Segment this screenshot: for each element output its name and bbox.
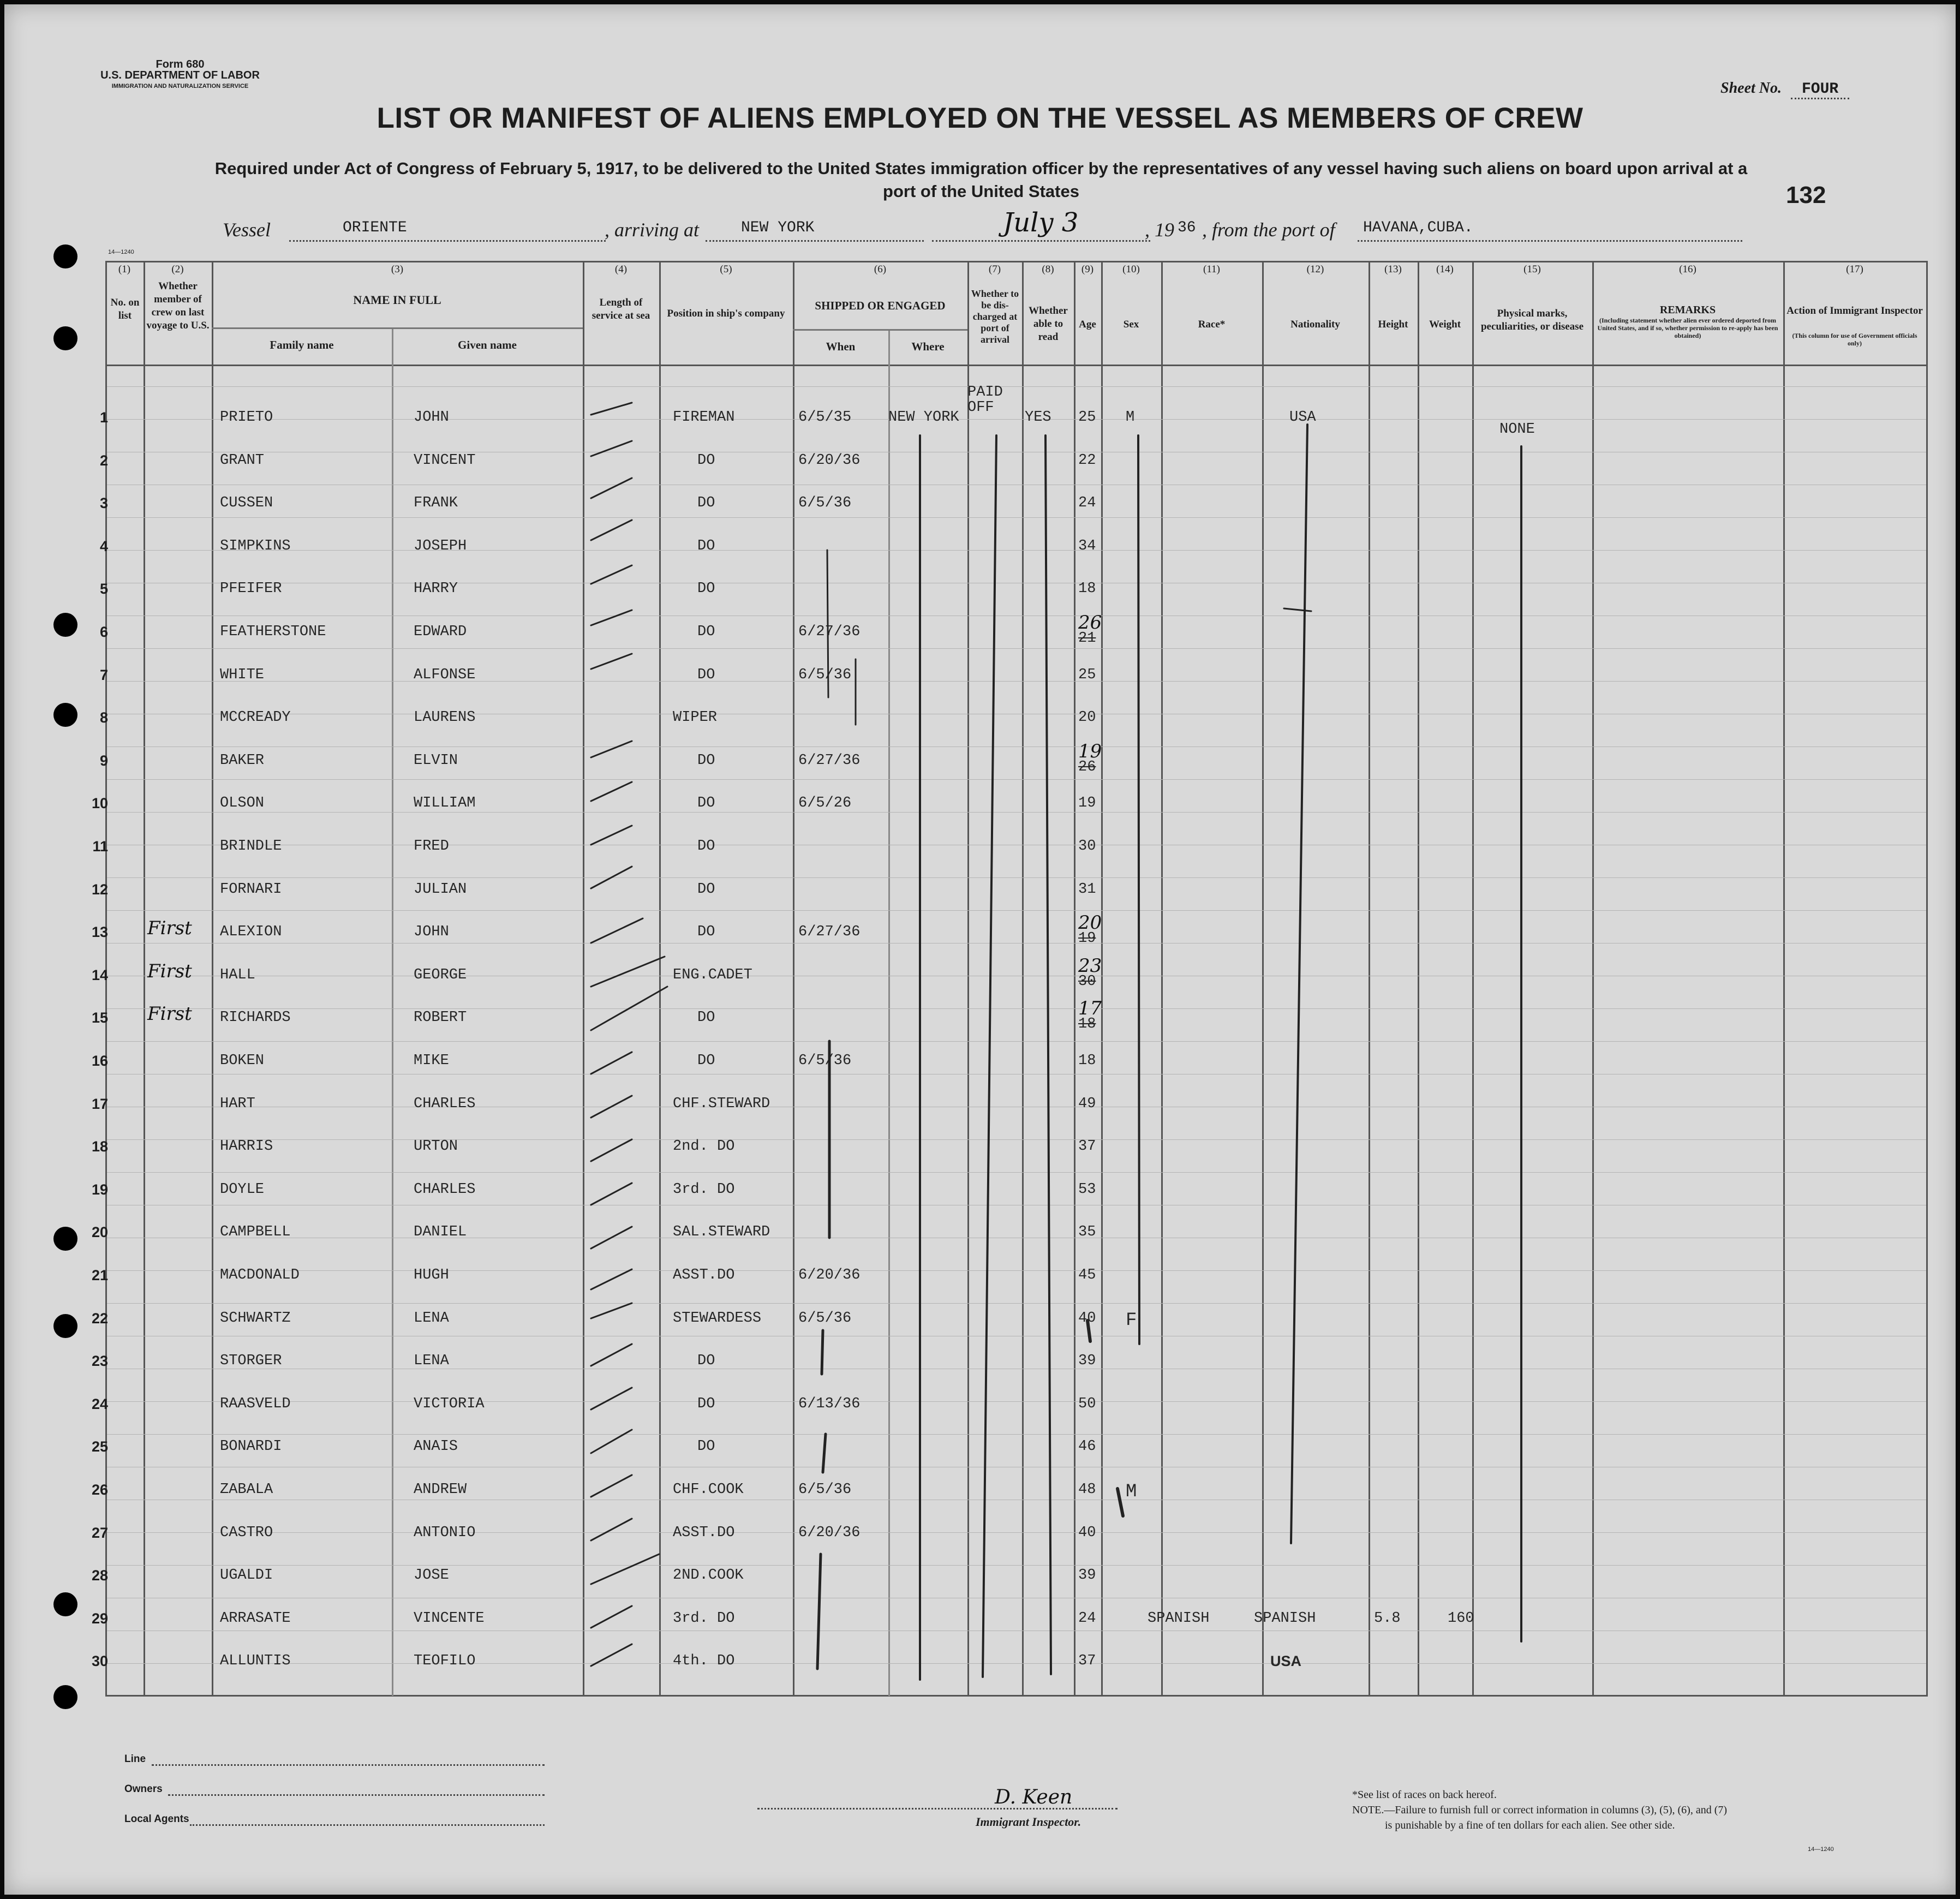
cell-given: DANIEL bbox=[414, 1224, 467, 1241]
cell-age-struck: 19 bbox=[1078, 930, 1096, 947]
cell-given: LAURENS bbox=[414, 709, 476, 726]
department: U.S. DEPARTMENT OF LABOR bbox=[100, 69, 260, 81]
cell-when: 6/5/36 bbox=[798, 1310, 852, 1327]
cell-given: JOHN bbox=[414, 924, 449, 941]
cell-given: TEOFILO bbox=[414, 1653, 476, 1670]
cell-age: 18 bbox=[1078, 1053, 1096, 1069]
cell-family: CAMPBELL bbox=[220, 1224, 291, 1241]
cell-family: CUSSEN bbox=[220, 495, 273, 512]
row-number: 11 bbox=[92, 838, 108, 855]
ditto-strokes bbox=[4, 4, 1956, 1895]
cell-age: 30 bbox=[1078, 838, 1096, 855]
cell-family: HALL bbox=[220, 966, 255, 983]
header-action: Action of Immigrant Inspector bbox=[1786, 305, 1923, 316]
cell-position: 4th. DO bbox=[673, 1653, 735, 1670]
cell-prior: First bbox=[147, 960, 192, 982]
header-length-service: Length of service at sea bbox=[591, 297, 650, 321]
cell-family: RICHARDS bbox=[220, 1010, 291, 1026]
col-num: (17) bbox=[1846, 264, 1863, 275]
arrival-date: July 3 bbox=[1003, 207, 1079, 238]
col-num: (5) bbox=[720, 264, 732, 275]
cell-race: SPANISH bbox=[1148, 1610, 1210, 1627]
cell-given: CHARLES bbox=[414, 1181, 476, 1198]
cell-given: LENA bbox=[414, 1353, 449, 1370]
footer-code: 14—1240 bbox=[1808, 1846, 1834, 1853]
cell-given: ALFONSE bbox=[414, 666, 476, 683]
cell-family: BOKEN bbox=[220, 1053, 265, 1069]
cell-given: ELVIN bbox=[414, 752, 458, 769]
note-line-2: is punishable by a fine of ten dollars for each alien. See other side. bbox=[1385, 1819, 1675, 1831]
header-where: Where bbox=[911, 340, 945, 353]
cell-age: 39 bbox=[1078, 1567, 1096, 1584]
row-number: 8 bbox=[99, 709, 108, 726]
cell-given: WILLIAM bbox=[414, 795, 476, 812]
cell-age: 40 bbox=[1078, 1524, 1096, 1541]
cell-age: 39 bbox=[1078, 1353, 1096, 1370]
cell-age: 19 bbox=[1078, 740, 1102, 762]
row-number: 5 bbox=[99, 581, 108, 598]
cell-position: WIPER bbox=[673, 709, 718, 726]
cell-age: 17 bbox=[1078, 998, 1102, 1020]
row-number: 23 bbox=[91, 1353, 108, 1370]
cell-when: 6/13/36 bbox=[798, 1395, 861, 1412]
cell-where: NEW YORK bbox=[888, 409, 959, 426]
cell-family: FORNARI bbox=[220, 881, 282, 898]
cell-age: 19 bbox=[1078, 795, 1096, 812]
cell-when: 6/20/36 bbox=[798, 452, 861, 469]
vessel-name: ORIENTE bbox=[343, 219, 407, 236]
cell-given: ANDREW bbox=[414, 1482, 467, 1498]
subtitle-line-1: Required under Act of Congress of February 5, 1917, to be delivered to the United States immigration officer by the representatives of any vessel having such aliens on board upon arrival at a bbox=[214, 159, 1748, 178]
cell-when: 6/5/36 bbox=[798, 495, 852, 512]
cell-family: GRANT bbox=[220, 452, 265, 469]
cell-family: RAASVELD bbox=[220, 1395, 291, 1412]
row-number: 26 bbox=[91, 1482, 108, 1498]
from-port: HAVANA,CUBA. bbox=[1363, 219, 1473, 236]
cell-family: PRIETO bbox=[220, 409, 273, 426]
cell-position: SAL.STEWARD bbox=[673, 1224, 770, 1241]
col-num: (15) bbox=[1523, 264, 1541, 275]
cell-position: DO bbox=[697, 495, 715, 512]
header-race: Race* bbox=[1198, 319, 1226, 330]
col-num: (7) bbox=[988, 264, 1001, 275]
row-number: 15 bbox=[91, 1010, 108, 1026]
owners-label: Owners bbox=[124, 1783, 163, 1795]
row-number: 21 bbox=[91, 1267, 108, 1283]
header-age: Age bbox=[1079, 319, 1096, 330]
row-number: 10 bbox=[91, 795, 108, 812]
cell-position: DO bbox=[697, 624, 715, 640]
cell-age: 40 bbox=[1078, 1310, 1096, 1327]
cell-age: 48 bbox=[1078, 1482, 1096, 1498]
cell-given: LENA bbox=[414, 1310, 449, 1327]
header-given-name: Given name bbox=[458, 338, 517, 351]
cell-position: DO bbox=[697, 1438, 715, 1455]
col-num: (4) bbox=[614, 264, 628, 275]
col-num: (2) bbox=[171, 264, 184, 275]
cell-age: 34 bbox=[1078, 538, 1096, 554]
header-nationality: Nationality bbox=[1290, 319, 1340, 330]
cell-age: 35 bbox=[1078, 1224, 1096, 1241]
row-number: 27 bbox=[91, 1524, 108, 1541]
cell-age: 25 bbox=[1078, 666, 1096, 683]
row-number: 29 bbox=[91, 1610, 108, 1627]
cell-given: GEORGE bbox=[414, 966, 467, 983]
header-whether-member: Whether member of crew on last voyage to U.S. bbox=[146, 280, 210, 331]
cell-position: DO bbox=[697, 538, 715, 554]
col-num: (10) bbox=[1122, 264, 1140, 275]
row-number: 30 bbox=[91, 1653, 108, 1670]
header-position: Position in ship's company bbox=[667, 308, 785, 319]
cell-position: DO bbox=[697, 1053, 715, 1069]
cell-family: STORGER bbox=[220, 1353, 282, 1370]
header-height: Height bbox=[1378, 319, 1408, 330]
cell-given: EDWARD bbox=[414, 624, 467, 640]
cell-sex: M bbox=[1126, 1482, 1137, 1502]
cell-given: HARRY bbox=[414, 581, 458, 598]
row-number: 25 bbox=[91, 1438, 108, 1455]
cell-age: 53 bbox=[1078, 1181, 1096, 1198]
cell-position: FIREMAN bbox=[673, 409, 735, 426]
cell-position: DO bbox=[697, 1395, 715, 1412]
header-remarks-note: (Including statement whether alien ever ordered deported from United States, and if so, whether permission to re-apply has been obtained) bbox=[1597, 316, 1778, 339]
cell-given: HUGH bbox=[414, 1267, 449, 1283]
page-title: LIST OR MANIFEST OF ALIENS EMPLOYED ON THE VESSEL AS MEMBERS OF CREW bbox=[377, 102, 1583, 134]
cell-position: DO bbox=[697, 1353, 715, 1370]
cell-family: BAKER bbox=[220, 752, 265, 769]
cell-family: ALLUNTIS bbox=[220, 1653, 291, 1670]
page-number: 132 bbox=[1786, 182, 1826, 208]
cell-position: STEWARDESS bbox=[673, 1310, 762, 1327]
cell-sex: M bbox=[1126, 409, 1135, 426]
form-number: Form 680 bbox=[156, 58, 205, 70]
cell-age: 24 bbox=[1078, 495, 1096, 512]
subtitle-line-2: port of the United States bbox=[883, 182, 1079, 201]
cell-family: HARRIS bbox=[220, 1138, 273, 1155]
cell-when: 6/5/36 bbox=[798, 1482, 852, 1498]
header-action-note: (This column for use of Government officials only) bbox=[1792, 332, 1917, 347]
row-number: 12 bbox=[91, 881, 108, 898]
row-number: 4 bbox=[99, 538, 108, 554]
cell-family: FEATHERSTONE bbox=[220, 624, 326, 640]
cell-age-struck: 21 bbox=[1078, 630, 1096, 647]
row-number: 1 bbox=[99, 409, 108, 426]
col-num: (14) bbox=[1436, 264, 1454, 275]
cell-position: DO bbox=[697, 581, 715, 598]
cell-when: 6/27/36 bbox=[798, 924, 861, 941]
cell-family: OLSON bbox=[220, 795, 265, 812]
cell-family: HART bbox=[220, 1095, 255, 1112]
header-sex: Sex bbox=[1123, 319, 1139, 330]
row-number: 24 bbox=[91, 1395, 108, 1412]
cell-given: ANTONIO bbox=[414, 1524, 476, 1541]
header-when: When bbox=[826, 340, 856, 353]
cell-position: DO bbox=[697, 795, 715, 812]
cell-age: 25 bbox=[1078, 409, 1096, 426]
year-prefix: , 19 bbox=[1145, 219, 1174, 241]
cell-when: 6/27/36 bbox=[798, 624, 861, 640]
cell-age: 45 bbox=[1078, 1267, 1096, 1283]
local-agents-label: Local Agents bbox=[124, 1813, 189, 1825]
cell-age: 37 bbox=[1078, 1138, 1096, 1155]
cell-family: PFEIFER bbox=[220, 581, 282, 598]
arriving-port: NEW YORK bbox=[741, 219, 815, 236]
cell-when: 6/20/36 bbox=[798, 1267, 861, 1283]
cell-nationality: USA bbox=[1289, 409, 1316, 426]
header-no-on-list: No. on list bbox=[110, 297, 140, 321]
cell-position: DO bbox=[697, 1010, 715, 1026]
cell-position: DO bbox=[697, 452, 715, 469]
row-number: 6 bbox=[99, 624, 108, 640]
row-number: 2 bbox=[99, 452, 108, 469]
cell-family: BONARDI bbox=[220, 1438, 282, 1455]
col-num: (11) bbox=[1203, 264, 1220, 275]
cell-position: 2nd. DO bbox=[673, 1138, 735, 1155]
print-code: 14—1240 bbox=[108, 249, 134, 255]
vessel-label: Vessel bbox=[223, 219, 271, 241]
cell-position: DO bbox=[697, 666, 715, 683]
row-number: 13 bbox=[91, 924, 108, 941]
cell-age-struck: 30 bbox=[1078, 973, 1096, 990]
header-shipped: SHIPPED OR ENGAGED bbox=[815, 299, 946, 312]
cell-age: 50 bbox=[1078, 1395, 1096, 1412]
cell-nationality: SPANISH bbox=[1254, 1610, 1316, 1627]
col-num: (3) bbox=[391, 264, 404, 275]
row-number: 3 bbox=[99, 495, 108, 512]
manifest-sheet bbox=[4, 4, 1956, 1895]
cell-age: 23 bbox=[1078, 954, 1102, 977]
cell-position: DO bbox=[697, 752, 715, 769]
inspector-signature: D. Keen bbox=[995, 1786, 1073, 1808]
cell-read: YES bbox=[1025, 409, 1051, 426]
cell-given: JULIAN bbox=[414, 881, 467, 898]
cell-given: MIKE bbox=[414, 1053, 449, 1069]
cell-age: 20 bbox=[1078, 912, 1102, 934]
cell-family: BRINDLE bbox=[220, 838, 282, 855]
cell-given: FRED bbox=[414, 838, 449, 855]
cell-prior: First bbox=[147, 1003, 192, 1025]
cell-height: 5.8 bbox=[1374, 1610, 1401, 1627]
cell-family: DOYLE bbox=[220, 1181, 265, 1198]
col-num: (8) bbox=[1042, 264, 1054, 275]
from-label: , from the port of bbox=[1202, 219, 1335, 241]
row-number: 18 bbox=[91, 1138, 108, 1155]
cell-age: 18 bbox=[1078, 581, 1096, 598]
col-num: (16) bbox=[1679, 264, 1696, 275]
inspector-label: Immigrant Inspector. bbox=[976, 1815, 1081, 1829]
cell-given: JOHN bbox=[414, 409, 449, 426]
cell-discharged: PAID OFF bbox=[967, 384, 1003, 416]
cell-age: 31 bbox=[1078, 881, 1096, 898]
cell-family: ARRASATE bbox=[220, 1610, 291, 1627]
service: IMMIGRATION AND NATURALIZATION SERVICE bbox=[111, 83, 249, 89]
cell-position: DO bbox=[697, 838, 715, 855]
cell-position: ASST.DO bbox=[673, 1267, 735, 1283]
cell-age-struck: 26 bbox=[1078, 759, 1096, 775]
cell-age: 24 bbox=[1078, 1610, 1096, 1627]
row-number: 17 bbox=[91, 1095, 108, 1112]
service-tick-marks bbox=[591, 403, 667, 1666]
cell-when: 6/5/26 bbox=[798, 795, 852, 812]
cell-age: 37 bbox=[1078, 1653, 1096, 1670]
cell-given: FRANK bbox=[414, 495, 458, 512]
header-discharged: Whether to be dis-charged at port of arrival bbox=[971, 288, 1019, 345]
cell-age: 20 bbox=[1078, 709, 1096, 726]
row-number: 28 bbox=[91, 1567, 108, 1584]
cell-position: 2ND.COOK bbox=[673, 1567, 744, 1584]
header-physical: Physical marks, peculiarities, or disease bbox=[1480, 308, 1584, 332]
row-number: 19 bbox=[91, 1181, 108, 1198]
races-note: *See list of races on back hereof. bbox=[1352, 1789, 1497, 1801]
cell-given: VINCENT bbox=[414, 452, 476, 469]
year-suffix: 36 bbox=[1178, 219, 1196, 236]
note-line-1: NOTE.—Failure to furnish full or correct information in columns (3), (5), (6), and (7) bbox=[1352, 1804, 1728, 1816]
cell-family: UGALDI bbox=[220, 1567, 273, 1584]
row-number: 9 bbox=[99, 752, 108, 769]
cell-when: 6/27/36 bbox=[798, 752, 861, 769]
cell-prior: First bbox=[147, 917, 192, 940]
cell-given: URTON bbox=[414, 1138, 458, 1155]
cell-family: ZABALA bbox=[220, 1482, 273, 1498]
col-num: (6) bbox=[874, 264, 887, 275]
cell-age-struck: 18 bbox=[1078, 1016, 1096, 1033]
cell-nationality: USA bbox=[1270, 1653, 1302, 1670]
cell-when: 6/5/35 bbox=[798, 409, 852, 426]
row-number: 22 bbox=[91, 1310, 108, 1327]
cell-family: ALEXION bbox=[220, 924, 282, 941]
header-remarks: REMARKS bbox=[1659, 304, 1716, 316]
header-name-in-full: NAME IN FULL bbox=[353, 293, 441, 307]
cell-given: ANAIS bbox=[414, 1438, 458, 1455]
cell-given: ROBERT bbox=[414, 1010, 467, 1026]
cell-sex: F bbox=[1126, 1310, 1137, 1331]
cell-family: SIMPKINS bbox=[220, 538, 291, 554]
cell-physical: NONE bbox=[1499, 421, 1535, 438]
cell-given: CHARLES bbox=[414, 1095, 476, 1112]
cell-position: 3rd. DO bbox=[673, 1181, 735, 1198]
cell-when: 6/5/36 bbox=[798, 666, 852, 683]
cell-age: 46 bbox=[1078, 1438, 1096, 1455]
header-weight: Weight bbox=[1429, 319, 1461, 330]
sheet-label: Sheet No. bbox=[1720, 80, 1782, 97]
col-num: (12) bbox=[1306, 264, 1324, 275]
cell-position: ASST.DO bbox=[673, 1524, 735, 1541]
header-able-read: Whether able to read bbox=[1029, 305, 1068, 343]
row-number: 20 bbox=[91, 1224, 108, 1241]
line-label: Line bbox=[124, 1753, 146, 1765]
cell-family: WHITE bbox=[220, 666, 265, 683]
cell-position: ENG.CADET bbox=[673, 966, 752, 983]
cell-age: 22 bbox=[1078, 452, 1096, 469]
cell-when: 6/20/36 bbox=[798, 1524, 861, 1541]
cell-position: 3rd. DO bbox=[673, 1610, 735, 1627]
cell-weight: 160 bbox=[1448, 1610, 1474, 1627]
col-num: (1) bbox=[118, 264, 131, 275]
cell-given: VINCENTE bbox=[414, 1610, 485, 1627]
arriving-label: , arriving at bbox=[605, 219, 700, 241]
row-number: 14 bbox=[91, 966, 108, 983]
cell-given: JOSEPH bbox=[414, 538, 467, 554]
cell-when: 6/5/36 bbox=[798, 1053, 852, 1069]
cell-position: CHF.COOK bbox=[673, 1482, 744, 1498]
sheet-number: FOUR bbox=[1791, 81, 1849, 99]
cell-age: 49 bbox=[1078, 1095, 1096, 1112]
header-family-name: Family name bbox=[270, 338, 334, 351]
cell-position: DO bbox=[697, 881, 715, 898]
col-num: (13) bbox=[1384, 264, 1402, 275]
cell-age: 26 bbox=[1078, 612, 1102, 634]
cell-given: JOSE bbox=[414, 1567, 449, 1584]
cell-given: VICTORIA bbox=[414, 1395, 485, 1412]
cell-family: SCHWARTZ bbox=[220, 1310, 291, 1327]
row-number: 16 bbox=[91, 1053, 108, 1069]
cell-family: MCCREADY bbox=[220, 709, 291, 726]
cell-family: MACDONALD bbox=[220, 1267, 300, 1283]
row-number: 7 bbox=[99, 666, 108, 683]
cell-position: DO bbox=[697, 924, 715, 941]
cell-position: CHF.STEWARD bbox=[673, 1095, 770, 1112]
cell-family: CASTRO bbox=[220, 1524, 273, 1541]
col-num: (9) bbox=[1081, 264, 1094, 275]
